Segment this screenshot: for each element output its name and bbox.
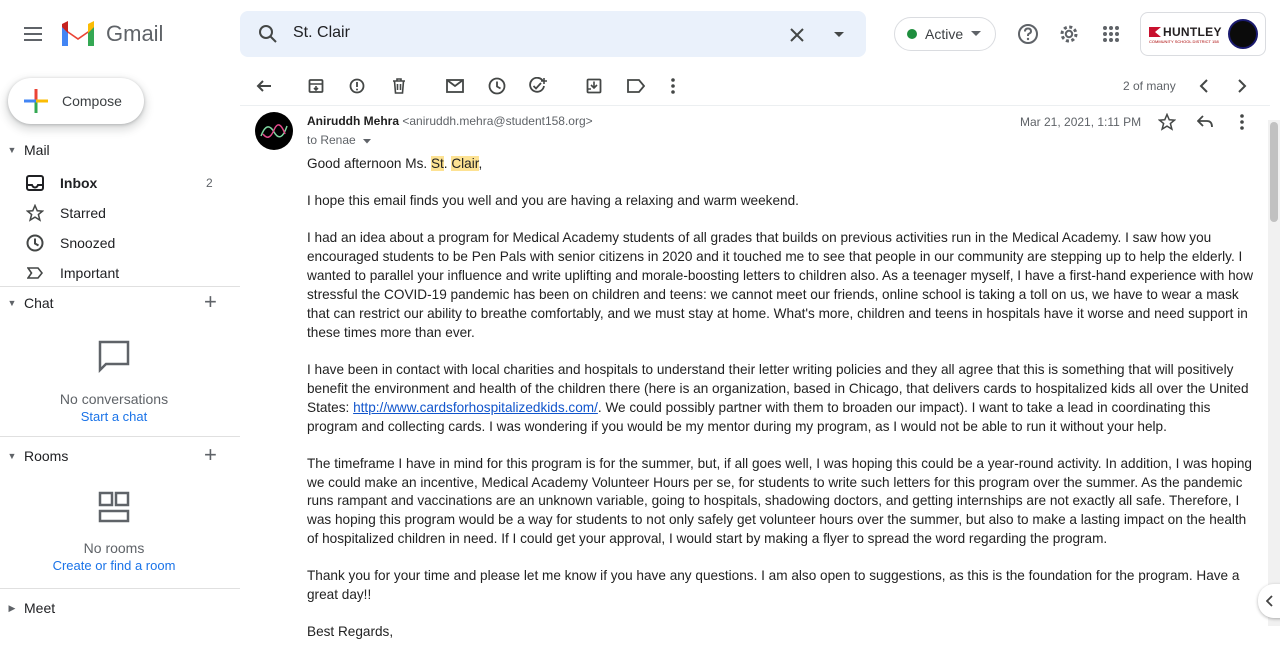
app-name: Gmail — [106, 21, 164, 46]
greeting: Good afternoon Ms. St. Clair, — [307, 156, 483, 171]
paragraph: I had an idea about a program for Medical Academy students of all grades that builds on previous activities run in the Medical Academy. I saw how you encouraged students to be Pen Pals with senior citizens in 2020 and it touched me to see that people in our community are stepping up to help the elderly. I wanted to parallel your influence and write uplifting and morale-boosting letters to children also. As a teenager myself, I have a first-hand experience with how stressful the COVID-19 pandemic has been on children and teens: we cannot meet our friends, online school is taking a toll on us, we have to wear a mask that can restrict our ability to breathe comfortably, and we must stay at home. What's more, children and teens in hospitals have it worse and need support in these times more than ever. — [307, 230, 1254, 340]
chat-bubble-icon — [96, 338, 132, 374]
rooms-section-header[interactable]: ▼ Rooms + — [0, 443, 240, 469]
create-room-link[interactable]: Create or find a room — [52, 558, 176, 573]
main-menu-button[interactable] — [20, 21, 46, 47]
mark-unread-mail-icon[interactable] — [445, 76, 465, 96]
more-vert-icon[interactable] — [1232, 112, 1252, 132]
expand-triangle-icon: ▶ — [8, 602, 16, 613]
scrollbar-thumb[interactable] — [1270, 122, 1278, 222]
sender-email: <aniruddh.mehra@student158.org> — [402, 114, 593, 128]
search-highlight: St — [430, 156, 444, 171]
divider — [0, 588, 240, 589]
compose-label: Compose — [62, 93, 122, 109]
settings-gear-icon[interactable] — [1057, 22, 1081, 46]
start-chat-link[interactable]: Start a chat — [80, 409, 148, 424]
label-tag-icon[interactable] — [626, 76, 646, 96]
delete-trash-icon[interactable] — [389, 76, 409, 96]
collapse-triangle-icon: ▼ — [7, 145, 17, 155]
chat-empty-state — [0, 338, 228, 424]
sidebar — [0, 66, 240, 626]
sidebar-item-inbox[interactable]: Inbox 2 — [0, 168, 240, 198]
reply-icon[interactable] — [1195, 112, 1215, 132]
apps-grid-icon[interactable] — [1099, 22, 1123, 46]
message-date: Mar 21, 2021, 1:11 PM — [1020, 115, 1142, 129]
gmail-m-icon — [60, 20, 96, 48]
sidebar-item-snoozed[interactable]: Snoozed — [0, 228, 240, 258]
cards-link[interactable]: http://www.cardsforhospitalizedkids.com/ — [353, 399, 598, 415]
status-dot — [907, 29, 917, 39]
new-chat-plus-icon[interactable]: + — [204, 289, 217, 314]
plus-icon — [24, 89, 48, 113]
message-view — [240, 66, 1280, 640]
status-label: Active — [925, 26, 964, 42]
pager-text: 2 of many — [1123, 79, 1176, 93]
star-icon — [24, 204, 46, 222]
divider — [0, 286, 240, 287]
collapse-triangle-icon: ▼ — [7, 451, 17, 461]
gmail-logo[interactable] — [60, 20, 163, 48]
compose-button[interactable] — [8, 78, 144, 124]
search-bar[interactable] — [240, 11, 866, 57]
back-arrow-icon[interactable] — [254, 76, 274, 96]
move-to-icon[interactable] — [584, 76, 604, 96]
status-dropdown[interactable] — [894, 17, 996, 51]
no-conversations-text: No conversations — [59, 391, 169, 407]
chevron-down-icon — [971, 31, 981, 37]
add-to-tasks-icon[interactable] — [528, 76, 548, 96]
meet-section-header[interactable]: ▶ Meet — [0, 595, 240, 621]
search-highlight: Clair — [451, 156, 479, 171]
inbox-icon — [24, 175, 46, 191]
top-bar — [0, 0, 1280, 66]
paragraph: I hope this email finds you well and you are having a relaxing and warm weekend. — [307, 193, 799, 209]
help-icon[interactable] — [1016, 22, 1040, 46]
sender-avatar[interactable] — [255, 112, 293, 150]
older-chevron-right-icon[interactable] — [1232, 76, 1252, 96]
sidebar-item-starred[interactable]: Starred — [0, 198, 240, 228]
report-spam-icon[interactable] — [347, 76, 367, 96]
recipients-text: to Renae — [307, 133, 356, 147]
newer-chevron-left-icon[interactable] — [1194, 76, 1214, 96]
recipients-toggle[interactable] — [307, 133, 371, 147]
rooms-grid-icon — [98, 491, 130, 523]
search-options-icon[interactable] — [828, 24, 850, 46]
star-icon[interactable] — [1157, 112, 1177, 132]
search-input[interactable]: St. Clair — [293, 24, 350, 41]
account-avatar[interactable] — [1228, 19, 1258, 49]
message-toolbar — [240, 66, 1270, 106]
more-vert-icon[interactable] — [663, 76, 683, 96]
no-rooms-text: No rooms — [83, 540, 145, 556]
search-icon[interactable] — [256, 22, 280, 46]
chat-section-header[interactable]: ▼ Chat + — [0, 290, 240, 316]
archive-icon[interactable] — [306, 76, 326, 96]
side-panel-toggle[interactable] — [1258, 584, 1280, 618]
collapse-triangle-icon: ▼ — [7, 298, 17, 308]
chevron-down-icon — [363, 139, 371, 144]
new-room-plus-icon[interactable]: + — [204, 442, 217, 467]
clock-icon — [24, 234, 46, 252]
closing: Best Regards, — [307, 624, 394, 640]
paragraph: The timeframe I have in mind for this program is for the summer, but, if all goes well, I was hoping this could be a year-round activity. In addition, I was hoping we could make an incentive, Medical Academy Volunteer Hours per se, for students to write such letters for this program over the summer. As the pandemic runs rampant and vaccinations are an unknown variable, going to hospitals, shadowing doctors, and getting internships are not exactly all safe. Therefore, I was hoping this program would be a way for students to not only safely get volunteer hours over the summer, but also to make a lasting impact on the health of hospitalized children in need. If I could get your approval, I would start by making a flyer to spread the word regarding the program. — [307, 455, 1252, 547]
hamburger-icon — [24, 27, 42, 29]
rooms-empty-state — [0, 491, 228, 573]
message-body — [307, 155, 1257, 660]
inbox-count: 2 — [206, 176, 213, 190]
org-logo: HUNTLEY COMMUNITY SCHOOL DISTRICT 158 — [1149, 24, 1222, 44]
sender-line — [307, 114, 593, 128]
divider — [0, 436, 240, 437]
chevron-left-icon — [1266, 595, 1274, 607]
snooze-clock-icon[interactable] — [487, 76, 507, 96]
account-badge[interactable] — [1140, 12, 1266, 56]
sender-name[interactable]: Aniruddh Mehra — [307, 114, 399, 128]
huntley-flag-icon — [1149, 27, 1161, 37]
important-icon — [24, 267, 46, 279]
sidebar-item-important[interactable]: Important — [0, 258, 240, 288]
paragraph: I have been in contact with local charities and hospitals to understand their letter writing policies and they all agree that this is something that will positively benefit the environment and health of the children there (here is an organization, based in Chicago, that delivers cards to hospitalized kids all over the United States: http://www.cardsforhospitalizedkids.com/. We could possibly partner with them to broaden our impact). I want to take a lead in coordinating this program and collecting cards. I was wondering if you would be my mentor during my program, as I would not be able to run it without your help. — [307, 361, 1249, 434]
paragraph: Thank you for your time and please let me know if you have any questions. I am also open to suggestions, as this is the foundation for the program. Have a great day!! — [307, 568, 1240, 603]
mail-section-header[interactable]: ▼ Mail — [0, 137, 240, 163]
clear-search-icon[interactable] — [786, 24, 808, 46]
